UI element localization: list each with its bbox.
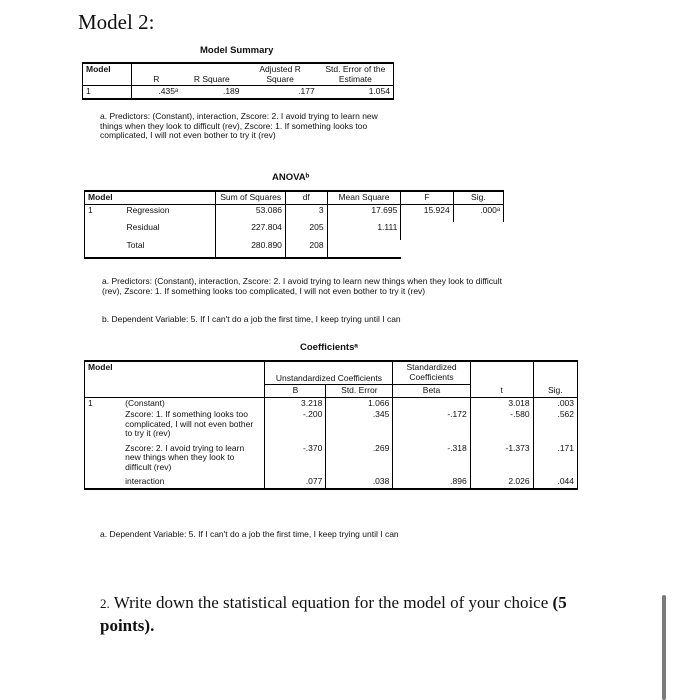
question-points: (5 points). xyxy=(100,593,567,635)
cell-beta xyxy=(393,397,470,409)
cell-beta: -.172 xyxy=(393,409,470,443)
cell-f xyxy=(401,222,453,240)
cell-std-error: 1.054 xyxy=(318,86,394,99)
col-spacer xyxy=(124,191,216,204)
col-std-error: Std. Error of the Estimate xyxy=(318,63,394,86)
empty-cell xyxy=(85,476,123,489)
anova-table xyxy=(84,190,504,259)
anova-model-num: 1 xyxy=(85,204,124,222)
coef-model-num: 1 xyxy=(85,397,123,409)
col-std: Standardized Coefficients xyxy=(393,361,470,385)
empty-cell xyxy=(85,240,124,258)
cell-adj-r-square: .177 xyxy=(243,86,318,99)
cell-t: 3.018 xyxy=(470,397,533,409)
cell-se: 1.066 xyxy=(326,397,393,409)
empty-cell xyxy=(85,222,124,240)
cell-beta: .896 xyxy=(393,476,470,489)
cell-sig xyxy=(453,222,503,240)
col-r-square: R Square xyxy=(181,63,242,86)
col-sig: Sig. xyxy=(533,361,577,397)
col-model: Model xyxy=(85,361,123,397)
cell-b: -.200 xyxy=(265,409,326,443)
col-b: B xyxy=(265,385,326,398)
cell-sig: .562 xyxy=(533,409,577,443)
cell-t: 2.026 xyxy=(470,476,533,489)
empty-cell xyxy=(85,443,123,477)
empty-cell xyxy=(85,409,123,443)
cell-se: .345 xyxy=(326,409,393,443)
cell-b: 3.218 xyxy=(265,397,326,409)
cell-r-square: .189 xyxy=(181,86,242,99)
cell-f: 15.924 xyxy=(401,204,453,222)
col-df: df xyxy=(285,191,327,204)
cell-se: .269 xyxy=(326,443,393,477)
col-r: R xyxy=(131,63,181,86)
cell-f xyxy=(401,240,453,258)
cell-ms: 1.111 xyxy=(327,222,401,240)
row-label: Zscore: 2. I avoid trying to learn new things when they look to difficult (rev) xyxy=(122,443,265,477)
cell-df: 208 xyxy=(285,240,327,258)
cell-ms xyxy=(327,240,401,258)
cell-sig: .000ᵃ xyxy=(453,204,503,222)
col-sum-squares: Sum of Squares xyxy=(216,191,285,204)
cell-sig: .044 xyxy=(533,476,577,489)
page-heading: Model 2: xyxy=(78,10,155,34)
anova-footnote-b: b. Dependent Variable: 5. If I can't do a job the first time, I keep trying until I can xyxy=(102,314,401,324)
question-block xyxy=(100,592,620,637)
question-number: 2. xyxy=(100,596,110,611)
cell-b: -.370 xyxy=(265,443,326,477)
question-text: Write down the statistical equation for the model of your choice xyxy=(113,593,549,612)
row-label: Total xyxy=(124,240,216,258)
col-t: t xyxy=(470,361,533,397)
cell-sig: .003 xyxy=(533,397,577,409)
col-model: Model xyxy=(83,63,132,86)
col-f: F xyxy=(401,191,453,204)
cell-df: 3 xyxy=(285,204,327,222)
col-sig: Sig. xyxy=(453,191,503,204)
cell-ss: 227.804 xyxy=(216,222,285,240)
model-summary-table xyxy=(82,62,394,100)
row-label: (Constant) xyxy=(122,397,265,409)
cell-b: .077 xyxy=(265,476,326,489)
cell-beta: -.318 xyxy=(393,443,470,477)
row-label: Zscore: 1. If something looks too complicated, I will not even bother to try it (rev) xyxy=(122,409,265,443)
col-unstd: Unstandardized Coefficients xyxy=(265,361,393,385)
row-label: Regression xyxy=(124,204,216,222)
coefficients-footnote: a. Dependent Variable: 5. If I can't do a job the first time, I keep trying until I can xyxy=(100,529,399,539)
coefficients-title: Coefficientsᵃ xyxy=(300,342,358,353)
row-label: Residual xyxy=(124,222,216,240)
col-mean-square: Mean Square xyxy=(327,191,401,204)
col-spacer xyxy=(122,361,265,397)
col-beta: Beta xyxy=(393,385,470,398)
anova-title: ANOVAᵇ xyxy=(272,172,310,183)
cell-ms: 17.695 xyxy=(327,204,401,222)
cell-se: .038 xyxy=(326,476,393,489)
cell-ss: 53.086 xyxy=(216,204,285,222)
model-summary-title: Model Summary xyxy=(200,45,274,56)
row-model-num: 1 xyxy=(83,86,132,99)
col-model: Model xyxy=(85,191,124,204)
cell-ss: 280.890 xyxy=(216,240,285,258)
cell-sig xyxy=(453,240,503,258)
model-summary-footnote: a. Predictors: (Constant), interaction, Zscore: 2. I avoid trying to learn new things when they look to difficult (rev), Zscore: 1. If something looks too complicated, I will not even bother to try it (rev) xyxy=(100,111,378,140)
col-adj-r-square: Adjusted R Square xyxy=(243,63,318,86)
cell-r: .435ᵃ xyxy=(131,86,181,99)
cell-t: -1.373 xyxy=(470,443,533,477)
vertical-scrollbar[interactable] xyxy=(662,595,666,700)
cell-sig: .171 xyxy=(533,443,577,477)
col-se: Std. Error xyxy=(326,385,393,398)
coefficients-table xyxy=(84,360,578,490)
cell-t: -.580 xyxy=(470,409,533,443)
row-label: interaction xyxy=(122,476,265,489)
anova-footnote-a: a. Predictors: (Constant), interaction, Zscore: 2. I avoid trying to learn new things when they look to difficult (rev), Zscore: 1. If something looks too complicated, I will not even bother to try it (rev) xyxy=(102,276,503,296)
cell-df: 205 xyxy=(285,222,327,240)
